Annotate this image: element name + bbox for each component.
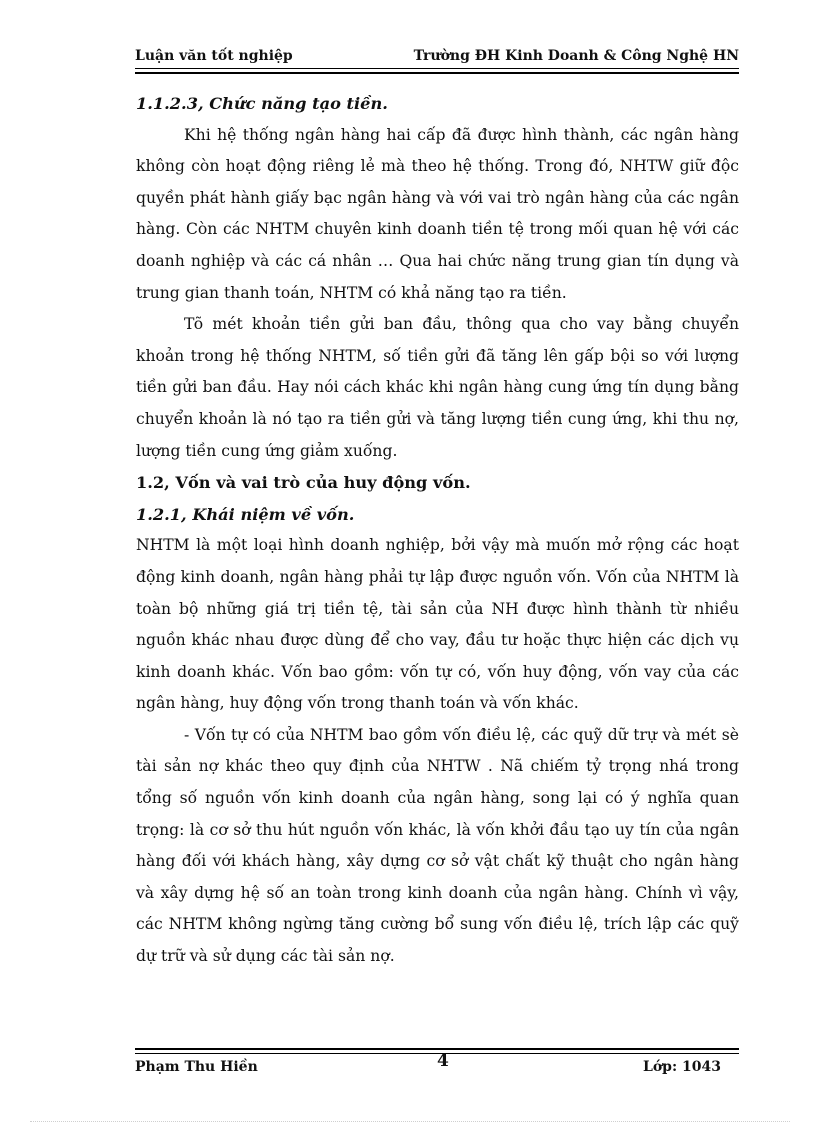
header-divider bbox=[135, 68, 739, 74]
header-university-label: Trường ĐH Kinh Doanh & Công Nghệ HN bbox=[413, 48, 739, 64]
header-thesis-label: Luận văn tốt nghiệp bbox=[135, 48, 293, 64]
footer-class: Lớp: 1043 bbox=[643, 1059, 721, 1075]
section-heading-1-2: 1.2, Vốn và vai trò của huy động vốn. bbox=[136, 473, 471, 493]
paragraph-3: NHTM là một loại hình doanh nghiệp, bởi vậy mà muốn mở rộng các hoạt động kinh doanh, ngân hàng phải tự lập được nguồn vốn. Vốn của NHTM là toàn bộ những giá trị tiền tệ, tài sản của NH được hình thành từ nhiều nguồn khác nhau được dùng để cho vay, đầu tư hoặc thực hiện các dịch vụ kinh doanh khác. Vốn bao gồm: vốn tự có, vốn huy động, vốn vay của các ngân hàng, huy động vốn trong thanh toán và vốn khác. bbox=[136, 536, 739, 713]
section-heading-1-2-1: 1.2.1, Khái niệm về vốn. bbox=[136, 504, 355, 524]
page-body bbox=[136, 88, 739, 973]
page-bottom-dotted-edge bbox=[30, 1121, 790, 1122]
page-number: 4 bbox=[437, 1051, 449, 1071]
paragraph-2: Tõ mét khoản tiền gửi ban đầu, thông qua cho vay bằng chuyển khoản trong hệ thống NHTM, số tiền gửi đã tăng lên gấp bội so với lượng tiền gửi ban đầu. Hay nói cách khác khi ngân hàng cung ứng tín dụng bằng chuyển khoản là nó tạo ra tiền gửi và tăng lượng tiền cung ứng, khi thu nợ, lượng tiền cung ứng giảm xuống. bbox=[136, 315, 739, 460]
paragraph-1: Khi hệ thống ngân hàng hai cấp đã được hình thành, các ngân hàng không còn hoạt động riêng lẻ mà theo hệ thống. Trong đó, NHTW giữ độc quyền phát hành giấy bạc ngân hàng và với vai trò ngân hàng của các ngân hàng. Còn các NHTM chuyên kinh doanh tiền tệ trong mối quan hệ với các doanh nghiệp và các cá nhân … Qua hai chức năng trung gian tín dụng và trung gian thanh toán, NHTM có khả năng tạo ra tiền. bbox=[136, 125, 739, 302]
paragraph-4: - Vốn tự có của NHTM bao gồm vốn điều lệ, các quỹ dữ trự và mét sè tài sản nợ khác theo quy định của NHTW . Nã chiếm tỷ trọng nhá trong tổng số nguồn vốn kinh doanh của ngân hàng, song lại có ý nghĩa quan trọng: là cơ sở thu hút nguồn vốn khác, là vốn khởi đầu tạo uy tín của ngân hàng đối với khách hàng, xây dựng cơ sở vật chất kỹ thuật cho ngân hàng và xây dựng hệ số an toàn trong kinh doanh của ngân hàng. Chính vì vậy, các NHTM không ngừng tăng cường bổ sung vốn điều lệ, trích lập các quỹ dự trữ và sử dụng các tài sản nợ. bbox=[136, 725, 739, 966]
section-heading-1-1-2-3: 1.1.2.3, Chức năng tạo tiền. bbox=[136, 94, 388, 113]
footer-author: Phạm Thu Hiền bbox=[135, 1059, 258, 1075]
